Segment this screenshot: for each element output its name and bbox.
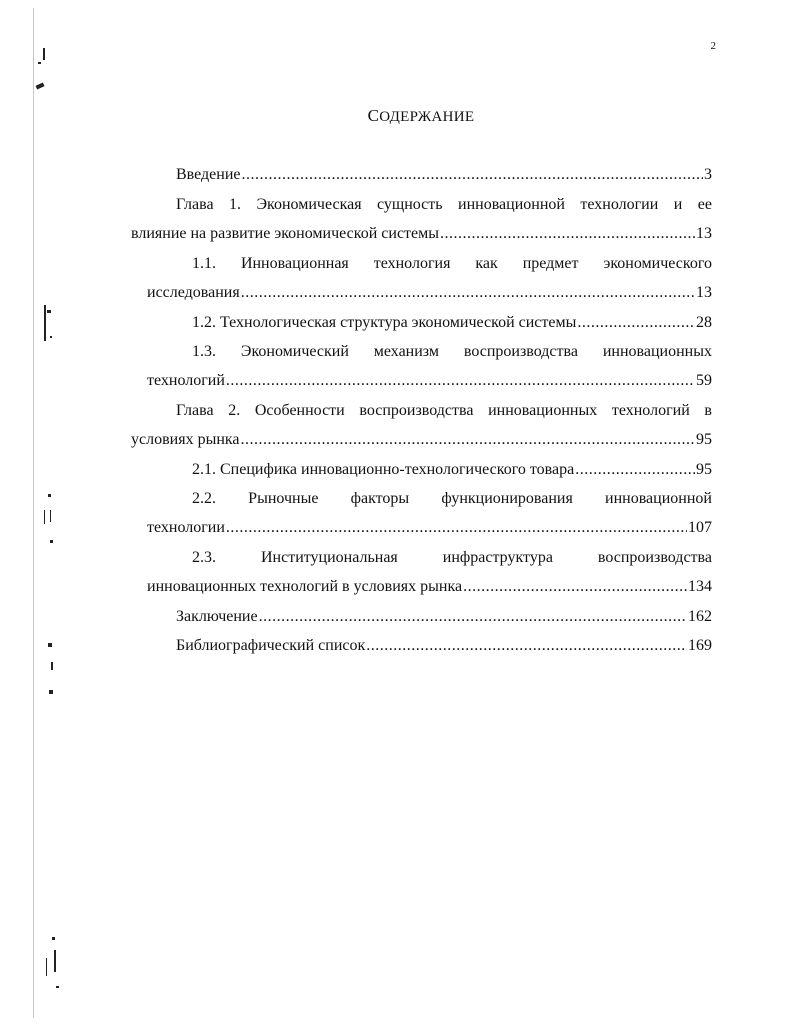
page-number: 2 <box>710 40 716 52</box>
toc-entry-section-2-2-cont[interactable] <box>147 517 712 539</box>
toc-page-number: 59 <box>696 372 712 389</box>
toc-word: технологии <box>580 196 659 213</box>
toc-page-number: 95 <box>696 461 712 478</box>
toc-entry-label: 1.2. Технологическая структура экономической системы <box>192 314 577 331</box>
scan-speck <box>51 662 53 670</box>
toc-word: воспроизводства <box>597 549 712 566</box>
toc-word: 1.3. <box>192 343 216 360</box>
toc-entry-section-1-2[interactable] <box>192 312 712 334</box>
toc-entry-section-1-1-cont[interactable] <box>147 282 712 304</box>
scan-speck <box>49 690 53 694</box>
toc-word: воспроизводства <box>359 402 474 419</box>
toc-word: функционирования <box>441 490 573 507</box>
toc-word: инновационной <box>605 490 712 507</box>
toc-entry-section-2-1[interactable] <box>192 459 712 481</box>
toc-leader-dots <box>366 635 687 657</box>
toc-entry-conclusion[interactable] <box>176 606 712 628</box>
toc-leader-dots <box>241 282 695 304</box>
toc-leader-dots <box>241 429 695 451</box>
toc-word: Глава <box>176 402 214 419</box>
toc-word: как <box>475 255 498 272</box>
page-title-initial: С <box>367 106 380 125</box>
scan-speck <box>50 540 53 543</box>
toc-word: в <box>704 402 712 419</box>
toc-entry-section-1-1[interactable] <box>192 253 712 275</box>
toc-entry-chapter-2[interactable] <box>176 400 712 422</box>
toc-entry-label: исследования <box>147 284 240 301</box>
toc-page-number: 169 <box>688 637 712 654</box>
toc-page-number: 107 <box>688 519 712 536</box>
toc-page-number: 134 <box>688 578 712 595</box>
toc-entry-section-2-3-cont[interactable] <box>147 576 712 598</box>
toc-page-number: 13 <box>696 284 712 301</box>
toc-word: 1. <box>229 196 242 213</box>
scan-speck <box>48 494 51 497</box>
scan-speck <box>38 62 41 64</box>
toc-entry-section-2-3[interactable] <box>192 547 712 569</box>
toc-word: 2.3. <box>192 549 216 566</box>
toc-entry-label: 2.1. Специфика инновационно-технологического товара <box>192 461 575 478</box>
toc-leader-dots <box>242 164 704 186</box>
toc-entry-section-1-3-cont[interactable] <box>147 370 712 392</box>
scan-speck <box>52 937 55 940</box>
toc-word: механизм <box>373 343 440 360</box>
toc-page-number: 13 <box>696 225 712 242</box>
toc-page-number: 28 <box>696 314 712 331</box>
toc-leader-dots <box>226 370 695 392</box>
toc-page-number: 162 <box>688 608 712 625</box>
toc-leader-dots <box>259 606 687 628</box>
toc-word: инновационной <box>458 196 565 213</box>
toc-word: 1.1. <box>192 255 216 272</box>
toc-entry-label: Библиографический список <box>176 637 366 654</box>
scan-speck <box>48 643 52 647</box>
toc-leader-dots <box>463 576 687 598</box>
toc-entry-chapter-1[interactable] <box>176 194 712 216</box>
toc-page-number: 95 <box>696 431 712 448</box>
toc-word: Институциональная <box>261 549 398 566</box>
toc-word: и <box>673 196 683 213</box>
toc-word: инновационных <box>602 343 712 360</box>
toc-word: инновационных <box>488 402 598 419</box>
scan-speck <box>50 510 51 522</box>
toc-word: 2.2. <box>192 490 216 507</box>
toc-leader-dots <box>440 223 695 245</box>
toc-entry-label: технологий <box>147 372 225 389</box>
toc-entry-chapter-2-cont[interactable] <box>131 429 712 451</box>
scan-speck <box>54 950 56 972</box>
scan-speck <box>44 510 45 524</box>
toc-word: технология <box>373 255 451 272</box>
toc-word: Экономический <box>240 343 349 360</box>
toc-entry-label: условиях рынка <box>131 431 240 448</box>
toc-page-number: 3 <box>704 166 712 183</box>
toc-entry-bibliography[interactable] <box>176 635 712 657</box>
toc-entry-label: инновационных технологий в условиях рынка <box>147 578 463 595</box>
page-title-rest: ОДЕРЖАНИЕ <box>379 109 475 125</box>
toc-word: сущность <box>377 196 443 213</box>
toc-word: предмет <box>522 255 579 272</box>
toc-word: экономического <box>603 255 712 272</box>
toc-entry-label: влияние на развитие экономической системы <box>131 225 440 242</box>
scan-speck <box>36 82 45 89</box>
toc-word: Экономическая <box>256 196 362 213</box>
toc-leader-dots <box>575 459 695 481</box>
toc-entry-label: Введение <box>176 166 241 183</box>
scan-speck <box>56 986 59 988</box>
toc-word: инфраструктура <box>442 549 553 566</box>
toc-entry-label: технологии <box>147 519 225 536</box>
toc-word: технологий <box>611 402 690 419</box>
toc-entry-section-1-3[interactable] <box>192 341 712 363</box>
scan-left-edge <box>33 8 34 1018</box>
toc-word: воспроизводства <box>463 343 578 360</box>
toc-word: Особенности <box>254 402 345 419</box>
toc-word: Рыночные <box>248 490 319 507</box>
scan-speck <box>44 305 46 341</box>
toc-leader-dots <box>226 517 687 539</box>
toc-word: 2. <box>228 402 241 419</box>
toc-entry-section-2-2[interactable] <box>192 488 712 510</box>
toc-entry-introduction[interactable] <box>176 164 712 186</box>
toc-word: факторы <box>350 490 410 507</box>
scan-speck <box>47 310 51 313</box>
scan-speck <box>50 336 52 338</box>
toc-word: Глава <box>176 196 214 213</box>
toc-word: ее <box>697 196 712 213</box>
scan-speck <box>46 958 47 976</box>
scan-speck <box>43 48 45 60</box>
toc-entry-label: Заключение <box>176 608 258 625</box>
toc-word: Инновационная <box>240 255 349 272</box>
toc-leader-dots <box>577 312 695 334</box>
page-title <box>0 106 792 126</box>
toc-entry-chapter-1-cont[interactable] <box>131 223 712 245</box>
